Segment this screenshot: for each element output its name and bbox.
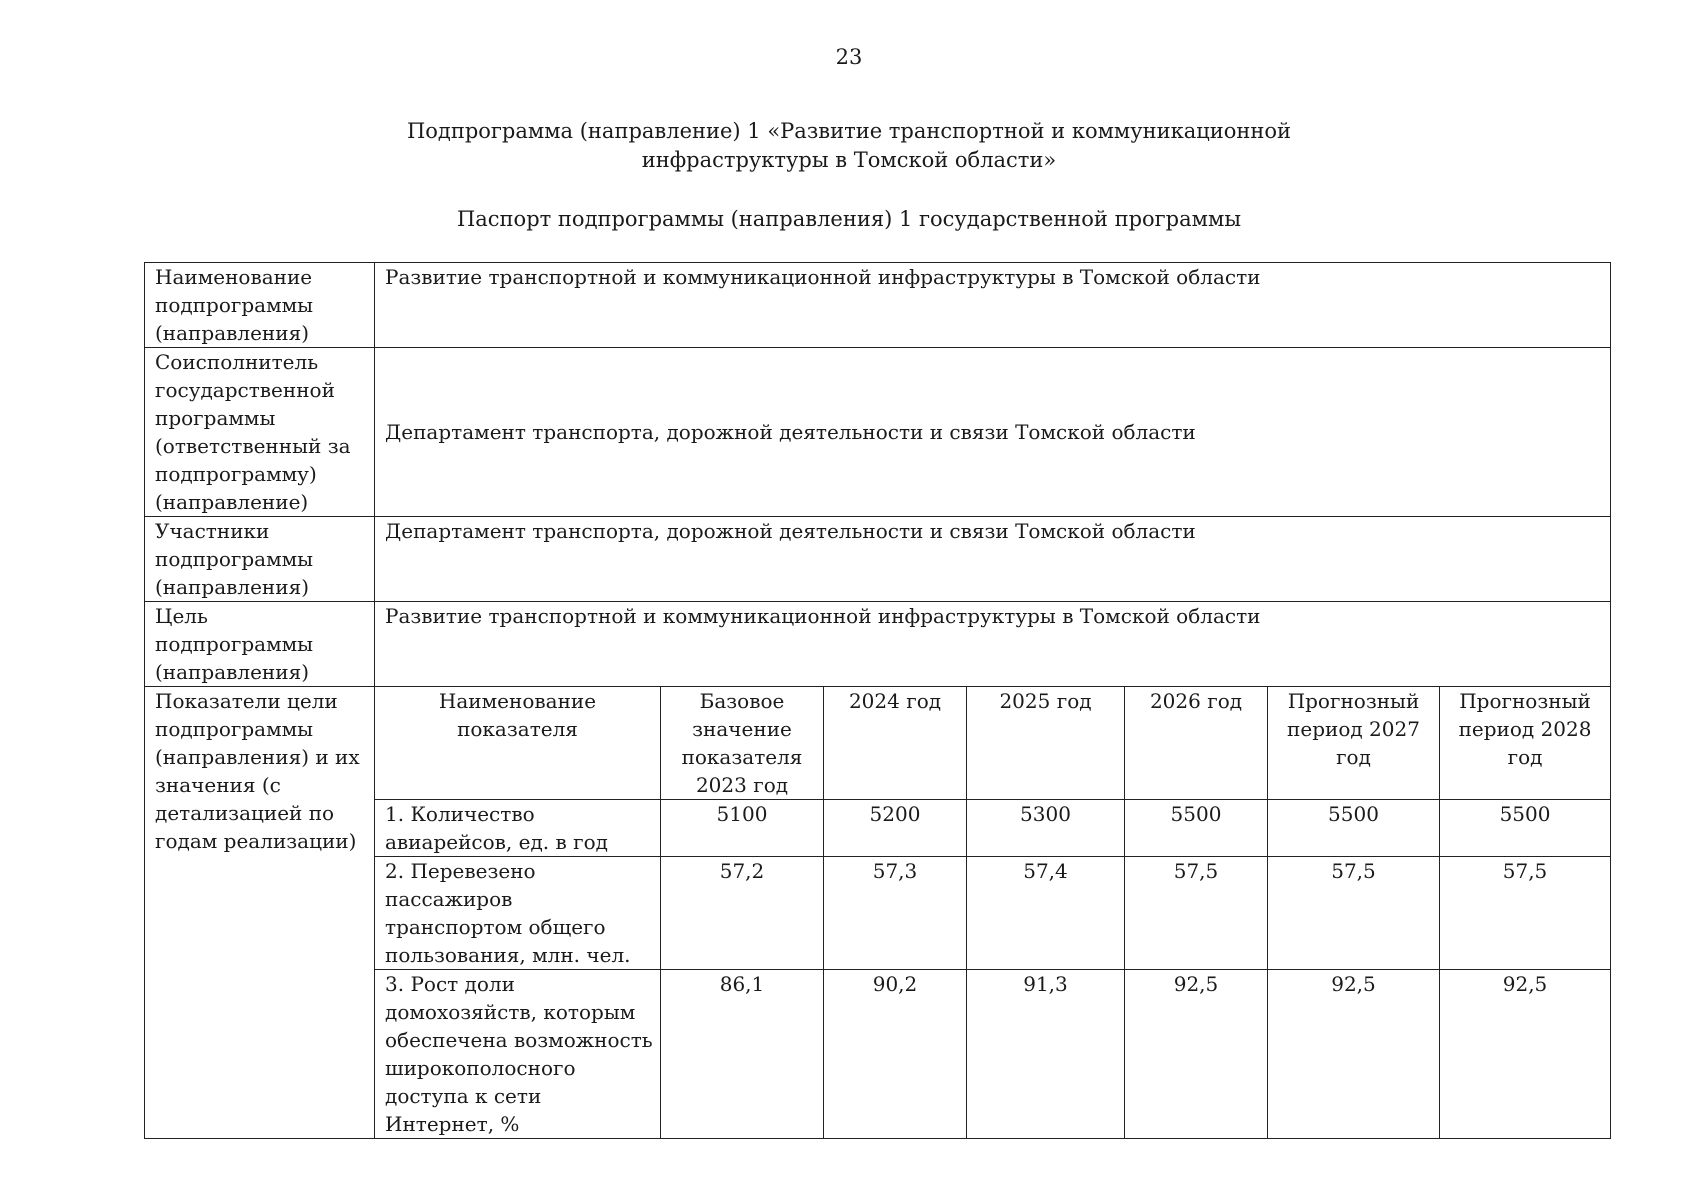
indicator-name: 2. Перевезено пассажиров транспортом общего пользования, млн. чел. [375,857,661,970]
indicator-value: 5100 [661,800,824,857]
indicator-header: Прогнозный период 2028 год [1440,687,1611,800]
indicator-header: Прогнозный период 2027 год [1268,687,1440,800]
indicator-header: 2026 год [1125,687,1268,800]
document-subtitle: Паспорт подпрограммы (направления) 1 государственной программы [456,207,1242,231]
indicator-value: 5300 [967,800,1125,857]
row-label: Цель подпрограммы (направления) [145,602,375,687]
indicator-value: 86,1 [661,970,824,1139]
row-label: Наименование подпрограммы (направления) [145,263,375,348]
row-value: Департамент транспорта, дорожной деятельности и связи Томской области [375,517,1611,602]
row-value: Развитие транспортной и коммуникационной инфраструктуры в Томской области [375,602,1611,687]
document-title [0,117,1698,175]
indicators-label: Показатели цели подпрограммы (направления) и их значения (с детализацией по годам реализации) [145,687,375,1139]
indicator-value: 5500 [1440,800,1611,857]
table-row [145,348,1611,517]
indicator-value: 57,5 [1440,857,1611,970]
page-number: 23 [835,45,863,69]
table-row [145,602,1611,687]
document-title-line-2: инфраструктуры в Томской области» [641,148,1057,172]
indicator-value: 90,2 [824,970,967,1139]
indicator-value: 57,2 [661,857,824,970]
indicator-value: 92,5 [1268,970,1440,1139]
table-row [145,517,1611,602]
indicator-name: 3. Рост доли домохозяйств, которым обеспечена возможность широкополосного доступа к сети Интернет, % [375,970,661,1139]
indicator-value: 57,4 [967,857,1125,970]
indicator-value: 92,5 [1125,970,1268,1139]
indicator-value: 91,3 [967,970,1125,1139]
indicator-value: 57,3 [824,857,967,970]
indicator-value: 5500 [1125,800,1268,857]
row-value: Департамент транспорта, дорожной деятельности и связи Томской области [375,348,1611,517]
passport-table [144,262,1611,1139]
indicator-value: 92,5 [1440,970,1611,1139]
row-label: Соисполнитель государственной программы (ответственный за подпрограмму) (направление) [145,348,375,517]
indicator-header: 2025 год [967,687,1125,800]
indicator-header: 2024 год [824,687,967,800]
indicator-header: Наименование показателя [375,687,661,800]
indicator-value: 57,5 [1268,857,1440,970]
indicator-value: 5200 [824,800,967,857]
table-row [145,263,1611,348]
row-value: Развитие транспортной и коммуникационной инфраструктуры в Томской области [375,263,1611,348]
row-label: Участники подпрограммы (направления) [145,517,375,602]
document-title-line-1: Подпрограмма (направление) 1 «Развитие транспортной и коммуникационной [406,119,1292,143]
indicator-name: 1. Количество авиарейсов, ед. в год [375,800,661,857]
indicator-header: Базовое значение показателя 2023 год [661,687,824,800]
indicator-value: 57,5 [1125,857,1268,970]
indicator-header-row [145,687,1611,800]
indicator-value: 5500 [1268,800,1440,857]
